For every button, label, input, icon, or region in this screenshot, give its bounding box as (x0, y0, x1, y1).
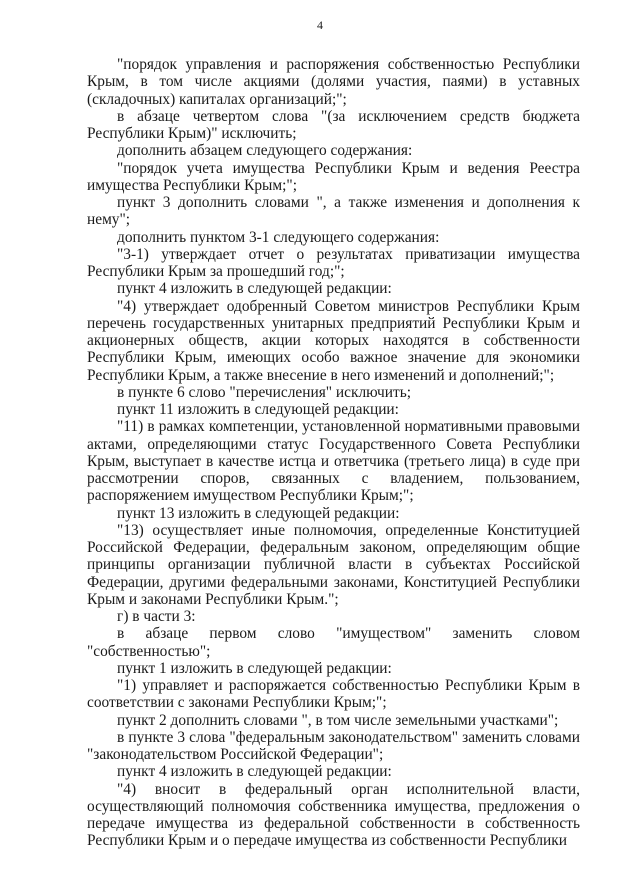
paragraph: пункт 1 изложить в следующей редакции: (117, 659, 392, 677)
paragraph: в пункте 3 слова "федеральным законодательством" заменить словами "законодательством Российской Федерации"; (87, 728, 580, 763)
paragraph: в абзаце четвертом слова "(за исключением средств бюджета Республики Крым)" исключить; (87, 107, 580, 142)
document-body (87, 56, 580, 850)
paragraph: в абзаце первом слово "имуществом" заменить словом "собственностью"; (87, 625, 580, 660)
paragraph: дополнить пунктом 3-1 следующего содержания: (117, 228, 440, 246)
paragraph: "1) управляет и распоряжается собственностью Республики Крым в соответствии с законами Республики Крым;"; (87, 677, 580, 712)
paragraph: пункт 3 дополнить словами ", а также изменения и дополнения к нему"; (87, 194, 580, 229)
paragraph: в пункте 6 слово "перечисления" исключить; (117, 383, 412, 401)
paragraph: пункт 4 изложить в следующей редакции: (117, 280, 392, 298)
paragraph: пункт 4 изложить в следующей редакции: (117, 763, 392, 781)
paragraph: дополнить абзацем следующего содержания: (117, 142, 413, 160)
paragraph: пункт 13 изложить в следующей редакции: (117, 504, 400, 522)
paragraph: пункт 2 дополнить словами ", в том числе земельными участками"; (117, 711, 559, 729)
page-number: 4 (317, 18, 323, 32)
paragraph: "порядок управления и распоряжения собственностью Республики Крым, в том числе акциями (долями участия, паями) в уставных (складочных) капиталах организаций;"; (87, 56, 580, 108)
paragraph: "4) вносит в федеральный орган исполнительной власти, осуществляющий полномочия собственника имущества, предложения о передаче имущества из федеральной собственности в собственность Республики Крым и о передаче имущества из собственности Республики (87, 780, 580, 850)
paragraph: "11) в рамках компетенции, установленной нормативными правовыми актами, определяющими статус Государственного Совета Республики Крым, выступает в качестве истца и ответчика (третьего лица) в суде при рассмотрении споров, связанных с владением, пользованием, распоряжением имуществом Республики Крым;"; (87, 418, 580, 505)
paragraph: "порядок учета имущества Республики Крым и ведения Реестра имущества Республики Крым;"; (87, 159, 580, 194)
paragraph: г) в части 3: (117, 608, 196, 625)
paragraph: пункт 11 изложить в следующей редакции: (117, 401, 399, 418)
paragraph: "13) осуществляет иные полномочия, определенные Конституцией Российской Федерации, федеральным законом, определяющим общие принципы организации публичной власти в субъектах Российской Федерации, другими федеральными законами, Конституцией Республики Крым и законами Республики Крым."; (87, 521, 580, 608)
paragraph: "4) утверждает одобренный Советом министров Республики Крым перечень государственных унитарных предприятий Республики Крым и акционерных обществ, акции которых находятся в собственности Республики Крым, имеющих особо важное значение для экономики Республики Крым, а также внесение в него изменений и дополнений;"; (87, 297, 580, 384)
paragraph: "3-1) утверждает отчет о результатах приватизации имущества Республики Крым за прошедший год;"; (87, 245, 580, 280)
